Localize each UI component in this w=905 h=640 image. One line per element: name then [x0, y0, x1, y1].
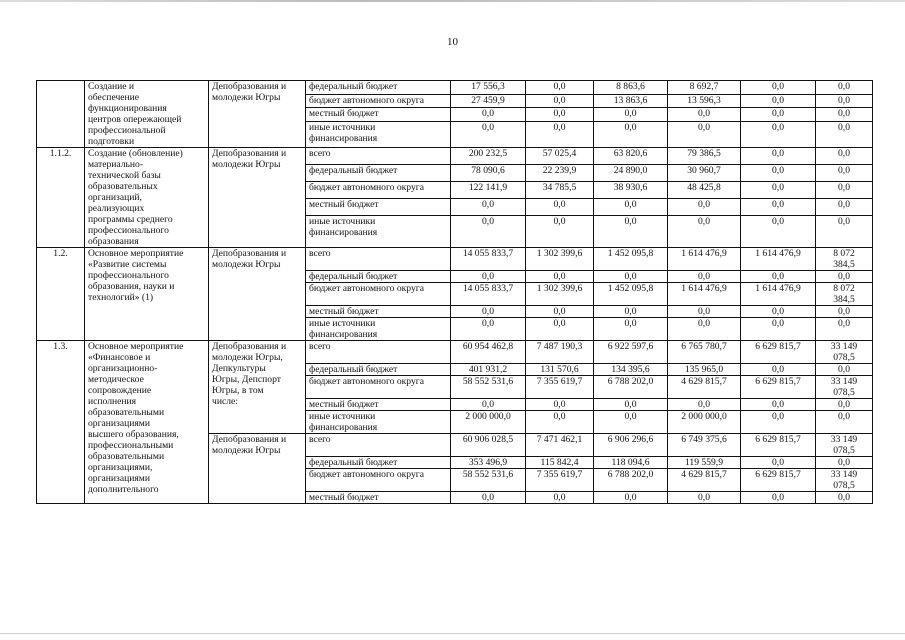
scan-top-edge	[0, 0, 905, 2]
amount-cell: 0,0	[526, 94, 594, 108]
funding-source: федеральный бюджет	[306, 271, 451, 283]
amount-cell: 1 452 095,8	[594, 283, 668, 306]
amount-cell: 0,0	[594, 121, 668, 147]
amount-cell: 0,0	[451, 108, 526, 122]
amount-cell: 0,0	[816, 164, 873, 181]
funding-source: бюджет автономного округа	[306, 181, 451, 198]
amount-cell: 0,0	[526, 81, 594, 95]
amount-cell: 7 487 190,3	[526, 341, 594, 364]
amount-cell: 353 496,9	[451, 457, 526, 469]
funding-source: местный бюджет	[306, 306, 451, 318]
amount-cell: 57 025,4	[526, 148, 594, 165]
amount-cell: 38 930,6	[594, 181, 668, 198]
amount-cell: 0,0	[741, 81, 816, 95]
amount-cell: 0,0	[741, 108, 816, 122]
amount-cell: 115 842,4	[526, 457, 594, 469]
amount-cell: 0,0	[594, 411, 668, 434]
amount-cell: 6 629 815,7	[741, 341, 816, 364]
amount-cell: 6 788 202,0	[594, 376, 668, 399]
amount-cell: 60 906 028,5	[451, 434, 526, 457]
amount-cell: 14 055 833,7	[451, 283, 526, 306]
amount-cell: 0,0	[816, 271, 873, 283]
amount-cell: 0,0	[816, 121, 873, 147]
amount-cell: 401 931,2	[451, 364, 526, 376]
amount-cell: 0,0	[668, 121, 741, 147]
amount-cell: 0,0	[816, 399, 873, 411]
amount-cell: 0,0	[451, 399, 526, 411]
amount-cell: 0,0	[741, 121, 816, 147]
amount-cell: 0,0	[526, 306, 594, 318]
amount-cell: 0,0	[741, 148, 816, 165]
executor-cell: Депобразования и молодежи Югры	[209, 148, 306, 248]
activity-name: Основное мероприятие «Финансовое и организационно- методическое сопровождение исполнения образовательными организациями высшего образования, профессиональными образовательными организациями, организациями дополнительного	[85, 341, 209, 504]
amount-cell: 1 302 399,6	[526, 283, 594, 306]
amount-cell: 0,0	[451, 271, 526, 283]
row-code	[37, 81, 85, 148]
amount-cell: 0,0	[741, 306, 816, 318]
funding-source: иные источники финансирования	[306, 318, 451, 341]
amount-cell: 0,0	[594, 306, 668, 318]
amount-cell: 0,0	[668, 108, 741, 122]
funding-source: иные источники финансирования	[306, 215, 451, 247]
amount-cell: 33 149 078,5	[816, 469, 873, 492]
amount-cell: 8 692,7	[668, 81, 741, 95]
amount-cell: 13 596,3	[668, 94, 741, 108]
amount-cell: 0,0	[451, 121, 526, 147]
amount-cell: 0,0	[816, 215, 873, 247]
amount-cell: 0,0	[526, 411, 594, 434]
activity-name: Основное мероприятие «Развитие системы профессионального образования, науки и технологий» (1)	[85, 248, 209, 341]
amount-cell: 0,0	[816, 94, 873, 108]
amount-cell: 13 863,6	[594, 94, 668, 108]
row-code: 1.3.	[37, 341, 85, 504]
amount-cell: 0,0	[741, 198, 816, 215]
amount-cell: 27 459,9	[451, 94, 526, 108]
amount-cell: 0,0	[451, 215, 526, 247]
scan-bottom-edge	[0, 633, 905, 634]
amount-cell: 6 749 375,6	[668, 434, 741, 457]
amount-cell: 0,0	[594, 318, 668, 341]
funding-source: бюджет автономного округа	[306, 469, 451, 492]
amount-cell: 0,0	[526, 198, 594, 215]
amount-cell: 22 239,9	[526, 164, 594, 181]
amount-cell: 63 820,6	[594, 148, 668, 165]
amount-cell: 122 141,9	[451, 181, 526, 198]
executor-cell: Депобразования и молодежи Югры	[209, 81, 306, 148]
executor-cell: Депобразования и молодежи Югры	[209, 434, 306, 504]
amount-cell: 0,0	[741, 181, 816, 198]
amount-cell: 1 302 399,6	[526, 248, 594, 271]
amount-cell: 0,0	[526, 108, 594, 122]
amount-cell: 0,0	[816, 81, 873, 95]
funding-source: бюджет автономного округа	[306, 283, 451, 306]
amount-cell: 6 765 780,7	[668, 341, 741, 364]
funding-source: иные источники финансирования	[306, 121, 451, 147]
amount-cell: 0,0	[741, 164, 816, 181]
executor-cell: Депобразования и молодежи Югры, Депкультуры Югры, Депспорт Югры, в том числе:	[209, 341, 306, 434]
budget-table	[36, 80, 873, 504]
funding-source: всего	[306, 341, 451, 364]
amount-cell: 6 922 597,6	[594, 341, 668, 364]
amount-cell: 33 149 078,5	[816, 434, 873, 457]
table-row	[37, 81, 873, 95]
amount-cell: 2 000 000,0	[668, 411, 741, 434]
amount-cell: 79 386,5	[668, 148, 741, 165]
funding-source: всего	[306, 148, 451, 165]
funding-source: бюджет автономного округа	[306, 376, 451, 399]
funding-source: федеральный бюджет	[306, 457, 451, 469]
amount-cell: 0,0	[741, 271, 816, 283]
amount-cell: 0,0	[816, 318, 873, 341]
amount-cell: 8 072 384,5	[816, 248, 873, 271]
amount-cell: 0,0	[451, 318, 526, 341]
executor-cell: Депобразования и молодежи Югры	[209, 248, 306, 341]
funding-source: всего	[306, 434, 451, 457]
amount-cell: 6 629 815,7	[741, 434, 816, 457]
amount-cell: 1 614 476,9	[668, 248, 741, 271]
activity-name: Создание и обеспечение функционирования центров опережающей профессиональной подготовки	[85, 81, 209, 148]
funding-source: федеральный бюджет	[306, 164, 451, 181]
amount-cell: 4 629 815,7	[668, 376, 741, 399]
amount-cell: 0,0	[526, 399, 594, 411]
amount-cell: 0,0	[816, 306, 873, 318]
amount-cell: 6 788 202,0	[594, 469, 668, 492]
amount-cell: 0,0	[741, 94, 816, 108]
amount-cell: 200 232,5	[451, 148, 526, 165]
amount-cell: 0,0	[741, 364, 816, 376]
amount-cell: 24 890,0	[594, 164, 668, 181]
amount-cell: 8 863,6	[594, 81, 668, 95]
amount-cell: 33 149 078,5	[816, 376, 873, 399]
amount-cell: 0,0	[594, 399, 668, 411]
amount-cell: 0,0	[816, 411, 873, 434]
amount-cell: 48 425,8	[668, 181, 741, 198]
table-row	[37, 341, 873, 364]
amount-cell: 34 785,5	[526, 181, 594, 198]
amount-cell: 0,0	[668, 215, 741, 247]
amount-cell: 14 055 833,7	[451, 248, 526, 271]
amount-cell: 1 614 476,9	[741, 283, 816, 306]
funding-source: местный бюджет	[306, 492, 451, 504]
amount-cell: 33 149 078,5	[816, 341, 873, 364]
amount-cell: 0,0	[741, 399, 816, 411]
funding-source: местный бюджет	[306, 108, 451, 122]
amount-cell: 0,0	[668, 271, 741, 283]
amount-cell: 0,0	[668, 318, 741, 341]
amount-cell: 1 614 476,9	[741, 248, 816, 271]
amount-cell: 0,0	[741, 411, 816, 434]
amount-cell: 17 556,3	[451, 81, 526, 95]
amount-cell: 8 072 384,5	[816, 283, 873, 306]
amount-cell: 0,0	[526, 121, 594, 147]
amount-cell: 0,0	[526, 492, 594, 504]
funding-source: федеральный бюджет	[306, 81, 451, 95]
amount-cell: 135 965,0	[668, 364, 741, 376]
amount-cell: 0,0	[816, 364, 873, 376]
amount-cell: 0,0	[668, 198, 741, 215]
amount-cell: 58 552 531,6	[451, 469, 526, 492]
table-row	[37, 148, 873, 165]
funding-source: федеральный бюджет	[306, 364, 451, 376]
amount-cell: 0,0	[741, 215, 816, 247]
amount-cell: 119 559,9	[668, 457, 741, 469]
amount-cell: 1 452 095,8	[594, 248, 668, 271]
amount-cell: 0,0	[594, 271, 668, 283]
amount-cell: 6 629 815,7	[741, 376, 816, 399]
funding-source: местный бюджет	[306, 198, 451, 215]
amount-cell: 0,0	[816, 181, 873, 198]
amount-cell: 118 094,6	[594, 457, 668, 469]
amount-cell: 0,0	[594, 492, 668, 504]
amount-cell: 0,0	[668, 306, 741, 318]
amount-cell: 30 960,7	[668, 164, 741, 181]
amount-cell: 0,0	[741, 318, 816, 341]
page-number: 10	[447, 36, 458, 48]
table-row	[37, 248, 873, 271]
amount-cell: 0,0	[668, 399, 741, 411]
amount-cell: 60 954 462,8	[451, 341, 526, 364]
amount-cell: 0,0	[526, 318, 594, 341]
amount-cell: 7 355 619,7	[526, 469, 594, 492]
amount-cell: 0,0	[668, 492, 741, 504]
amount-cell: 0,0	[594, 198, 668, 215]
amount-cell: 0,0	[741, 492, 816, 504]
amount-cell: 0,0	[526, 215, 594, 247]
activity-name: Создание (обновление) материально- технической базы образовательных организаций, реализующих программы среднего профессионального образования	[85, 148, 209, 248]
amount-cell: 1 614 476,9	[668, 283, 741, 306]
amount-cell: 0,0	[741, 457, 816, 469]
amount-cell: 2 000 000,0	[451, 411, 526, 434]
amount-cell: 58 552 531,6	[451, 376, 526, 399]
amount-cell: 0,0	[816, 148, 873, 165]
funding-source: всего	[306, 248, 451, 271]
amount-cell: 6 629 815,7	[741, 469, 816, 492]
amount-cell: 6 906 296,6	[594, 434, 668, 457]
amount-cell: 0,0	[816, 108, 873, 122]
amount-cell: 0,0	[594, 108, 668, 122]
amount-cell: 7 471 462,1	[526, 434, 594, 457]
row-code: 1.1.2.	[37, 148, 85, 248]
amount-cell: 0,0	[451, 492, 526, 504]
amount-cell: 0,0	[816, 457, 873, 469]
amount-cell: 78 090,6	[451, 164, 526, 181]
row-code: 1.2.	[37, 248, 85, 341]
funding-source: местный бюджет	[306, 399, 451, 411]
amount-cell: 4 629 815,7	[668, 469, 741, 492]
amount-cell: 0,0	[451, 198, 526, 215]
funding-source: бюджет автономного округа	[306, 94, 451, 108]
amount-cell: 131 570,6	[526, 364, 594, 376]
amount-cell: 0,0	[526, 271, 594, 283]
amount-cell: 0,0	[816, 492, 873, 504]
amount-cell: 0,0	[451, 306, 526, 318]
amount-cell: 0,0	[594, 215, 668, 247]
amount-cell: 0,0	[816, 198, 873, 215]
funding-source: иные источники финансирования	[306, 411, 451, 434]
amount-cell: 7 355 619,7	[526, 376, 594, 399]
amount-cell: 134 395,6	[594, 364, 668, 376]
